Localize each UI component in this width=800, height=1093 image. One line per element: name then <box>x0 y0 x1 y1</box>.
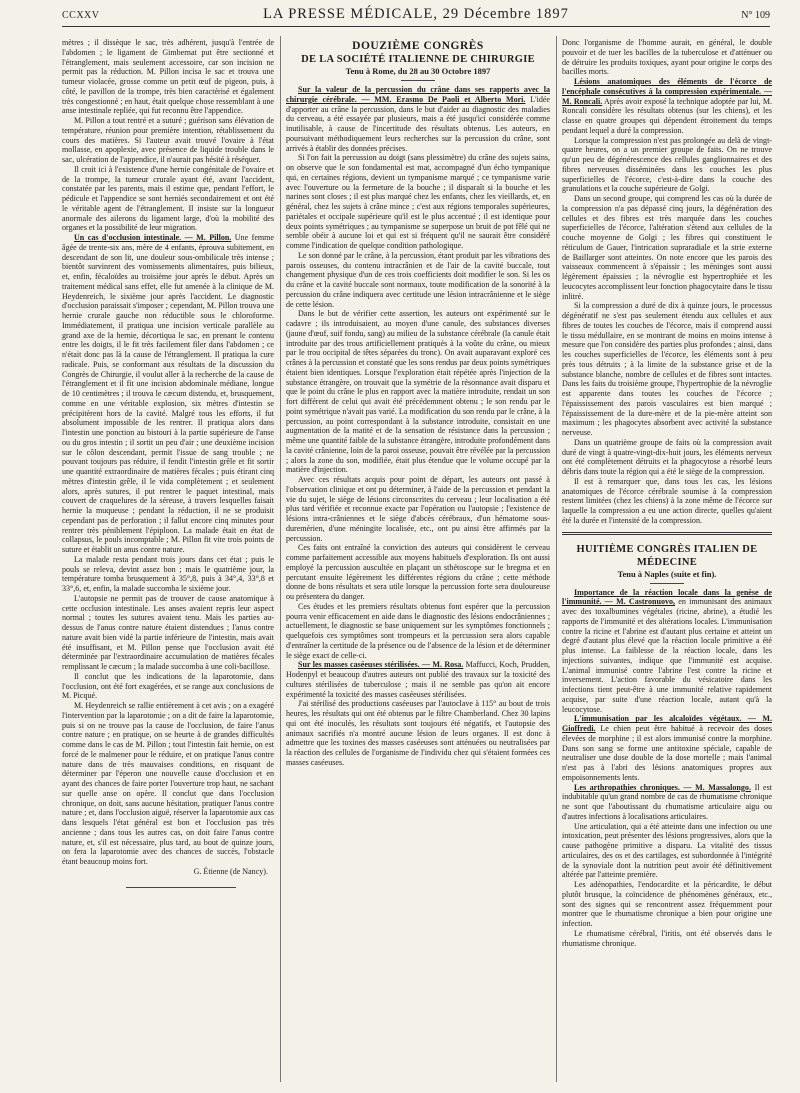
paragraph: Avec ces résultats acquis pour point de départ, les auteurs ont passé à l'observation clinique et ont pu déterminer, à l'aide de la percussion et pendant la vie du sujet, le siège de lésions circonscrites du cerveau ; leur localisation a été plus tard vérifiée et reconnue exacte par l'opération ou l'autopsie ; l'existence de lésions intra-crâniennes et le siège d'abcès cérébraux, d'un hématome sous-duremérien, d'une méningite localisée, etc., ont pu ainsi être affirmés par la percussion. <box>286 475 550 543</box>
paragraph: M. Pillon a tout rentré et a suturé ; guérison sans élévation de température, réunion pour première intention, rétablissement du cours des matières. Si l'auteur avait trouvé l'ovaire à l'état mollasse, en apoplexie, avec présence de liquide trouble dans le sac, ulcération de l'appendice, il n'aurait pas hésité à réséquer. <box>62 116 274 164</box>
section-text: en immunisant des animaux avec des toxalbumines végétales (ricine, abrine), a étudié les rapports de l'immunité et des altérations locales. L'immunisation contre la ricine et l'abrine est d'autant plus certaine et atteint un degré d'autant plus élevé que la réaction locale primitive a été plus intense. La faiblesse de la réaction locale, dans les injections suivantes, indique que l'immunité est acquise. L'animal immunisé contre l'abrine l'est contre la ricine et inversement. L'action favorable du vésicatoire dans les infections tient peut-être à une immunité relative rapidement acquise, par suite d'une réaction locale, autant qu'à la leucocytose. <box>562 597 772 714</box>
section-heading: Un cas d'occlusion intestinale. — M. Pillon. <box>74 233 232 242</box>
column-divider <box>280 36 281 1082</box>
section-percussion <box>286 85 550 153</box>
journal-title: LA PRESSE MÉDICALE, 29 Décembre 1897 <box>263 6 569 22</box>
section-occlusion <box>62 233 274 555</box>
column-divider <box>556 36 557 1082</box>
paragraph: Lorsque la compression n'est pas prolongée au delà de vingt-quatre heures, on a un premier groupe de faits. On ne trouve qu'un peu de dégénérescence des cellules ganglionnaires et des fibres nerveuses disséminées dans les couches les plus superficielles de l'écorce, c'est-à-dire dans la couche des granulations et la couche supérieure de Golgi. <box>562 135 772 194</box>
column-middle <box>286 38 550 768</box>
paragraph: Les adénopathies, l'endocardite et la péricardite, le début plutôt brusque, la coïncidence de phénomènes généraux, etc., sont des signes qui se rencontrent assez fréquemment pour montrer que le rhumatisme chronique a bien pour origine une infection. <box>562 880 772 928</box>
paragraph: Il croit ici à l'existence d'une hernie congénitale de l'ovaire et de la trompe, la tumeur crurale ayant été, avant l'accident, constatée par les parents, mais il estime que, pendant l'effort, le pédicule et l'appendice se sont herniés secondairement et ont été le véritable agent de l'étranglement. Il insiste sur la longueur anormale des ailerons du ligament large, d'où la mobilité des organes et la possibilité de leur migration. <box>62 164 274 233</box>
section-heading: Importance de la réaction locale dans la genèse de l'immunité. — M. Castronuovo, <box>562 587 772 607</box>
paragraph: Si la compression a duré de dix à quinze jours, le processus dégénératif ne s'est pas seulement étendu aux cellules et aux fibres de toutes les couches de l'écorce, mais il comprend aussi le tissu médullaire, en se montrant de moins en moins intense à mesure que l'on considère des parties plus profondes ; ainsi, dans les couches superficielles de l'écorce, les éléments sont à peu près tous détruits ; à la limite de la substance grise et de la substance blanche, nombre de cellules et de fibres sont intactes. Dans les faits du troisième groupe, l'hypertrophie de la névroglie est apparente dans toutes les couches de l'écorce ; l'épaississement des parois vasculaires est bien marqué ; l'épaississement de la dure-mère et de la pie-mère atteint son maximum ; les phagocytes absorbent avec activité la substance nerveuse. <box>562 301 772 437</box>
page-label: CCXXV <box>62 10 100 21</box>
section-text: Maffucci, Koch, Prudden, Hodenpyl et beaucoup d'autres auteurs ont publié des travaux sur la toxicité des cultures stérilisées de tuberculose ; mais il ne semble pas qu'on ait encore expérimenté la toxicité des masses caséeuses stérilisées. <box>286 660 550 699</box>
congress-title: HUITIÈME CONGRÈS ITALIEN DE MÉDECINE <box>576 543 758 568</box>
paragraph: J'ai stérilisé des productions caséeuses par l'autoclave à 115° au bout de trois heures, les résultats qui ont été obtenus par le filtre Chamberland. Chez 30 lapins qui ont été inoculés, les résultats sont toujours été négatifs, et l'autopsie des animaux sacrifiés n'a montré aucune lésion de leurs organes. Il est donc à admettre que les toxines des masses caséeuses sont atténuées ou neutralisées par la réaction des cellules de l'organisme de l'individu chez qui s'étaient formées ces masses caséeuses. <box>286 699 550 767</box>
section-heading: Sur la valeur de la percussion du crâne dans ses rapports avec la chirurgie cérébrale. — MM. Erasmo De Paoli et Alberto Mori. <box>286 85 550 104</box>
section-heading: Les arthropathies chroniques. — M. Massalongo. <box>574 782 751 792</box>
section-arthropathies <box>562 783 772 822</box>
paragraph: Une articulation, qui a été atteinte dans une infection ou une intoxication, peut présenter des lésions progressives, alors que la cause pathogène primitive a disparu. La vitalité des tissus articulaires, des os et des cartilages, est subordonnée à l'intégrité de la synoviale dont la nutrition peut avoir été définitivement altérée par l'atteinte première. <box>562 821 772 880</box>
article-end-rule <box>126 887 236 888</box>
congress-heading <box>286 40 550 81</box>
paragraph: Le rhumatisme cérébral, l'iritis, ont été observés dans le rhumatisme chronique. <box>562 928 772 948</box>
congress-date: Tenu à Naples (suite et fin). <box>617 568 717 579</box>
section-text: Il est indubitable qu'un grand nombre de cas de rhumatisme chronique ne sont que l'aboutissant du rhumatisme articulaire aigu ou d'autres infections à localisations articulaires. <box>562 782 772 821</box>
section-heading: L'immunisation par les alcaloïdes végétaux. — M. Gioffredi. <box>562 714 772 733</box>
column-left <box>62 38 274 888</box>
paragraph: L'autopsie ne permit pas de trouver de cause anatomique à cette occlusion intestinale. Les anses avaient repris leur aspect normal ; toutes les sutures avaient tenu. Mais les parties au-dessus de l'anus contre nature étaient distendues ; l'anus contre nature avait bien vidé la partie inférieure de l'intestin, mais avait été insuffisant, et M. Pillon pense que l'occlusion avait été déterminée par l'extraordinaire accumulation de matières fécales remplissant le cæcum ; la malade succomba à une coli-bacillose. <box>62 593 274 671</box>
paragraph: Donc l'organisme de l'homme aurait, en général, le double pouvoir et de tuer les bacilles de la tuberculose et d'atténuer ou de détruire les produits toxiques, ayant pour origine le corps des bacilles morts. <box>562 38 772 77</box>
author-signature: G. Étienne (de Nancy). <box>193 866 268 876</box>
heading-rule <box>401 80 435 81</box>
section-alkaloids <box>562 714 772 782</box>
paragraph: Il est à remarquer que, dans tous les cas, les lésions anatomiques de l'écorce cérébrale soumise à la compression restent limitées (chez les chiens) à la zone même de l'écorce sur laquelle la compression a eu une action directe, quelles qu'aient été la durée et l'intensité de la compression. <box>562 476 772 525</box>
congress-heading <box>562 543 772 584</box>
column-right <box>562 38 772 948</box>
paragraph: Ces études et les premiers résultats obtenus font espérer que la percussion pourra venir efficacement en aide dans le diagnostic des lésions endocrâniennes ; actuellement, le diagnostic se base uniquement sur les symptômes fonctionnels ; quelquefois ces symptômes sont trompeurs et la percussion sera alors capable d'entraîner la certitude de la présence ou de l'absence de la lésion et de déterminer le siège exact de celle-ci. <box>286 601 550 660</box>
paragraph: Le son donné par le crâne, à la percussion, étant produit par les vibrations des parois osseuses, du contenu intracrânien et de l'air de la cavité buccale, tout changement physique d'un de ces trois coefficients doit modifier le son. Si les os du crâne et la cavité buccale sont normaux, toute modification de la sonorité à la percussion du crâne indiquera avec certitude une lésion intracrânienne et le siège de cette lésion. <box>286 250 550 309</box>
congress-subtitle: DE LA SOCIÉTÉ ITALIENNE DE CHIRURGIE <box>301 54 535 65</box>
section-text: Le chien peut être habitué à recevoir des doses élevées de morphine ; il est alors immunisé contre la morphine. Dans son sang se forme une antitoxine spéciale, capable de neutraliser une dose double de la dose mortelle ; mais l'animal n'est pas à l'abri des lésions anatomiques propres aux empoisonnements lents. <box>562 724 773 782</box>
section-heading: Sur les masses caséeuses stérilisées. — M. Rosa. <box>298 660 464 670</box>
paragraph: Si l'on fait la percussion au doigt (sans plessimètre) du crâne des sujets sains, on observe que le son fondamental est mat, accompagné d'un écho tympanique qui, en certaines régions, devient un tympanisme marqué ; ce tympanisme varie avec l'ouverture ou la fermeture de la bouche ; il disparaît si la bouche et les narines sont closes ; il est plus marqué chez les enfants, chez les vieillards, et, en général, chez les sujets à crâne mince ; c'est aux régions temporales supérieures, pariétales et occipale supérieure qu'il est le plus accentué ; il est identique pour deux points symétriques ; au tympanisme se superpose un bruit de pot fêlé qui ne semble obéir à aucune loi et qui est si fréquent qu'il ne saurait être considéré comme l'indication de quelque condition pathologique. <box>286 153 550 250</box>
section-text: Une femme âgée de trente-six ans, mère de 4 enfants, éprouva subitement, en descendant de son lit, une douleur sous-ombilicale très intense ; bientôt survinrent des vomissements alimentaires, puis bilieux, et, enfin, fécaloïdes au troisième jour après le début. Après un traitement médical sans effet, elle fut amenée à la clinique de M. Heydenreich, le sixième jour après l'accident. Le diagnostic d'occlusion paraissait s'imposer ; cependant, M. Pillon trouva une hernie crurale gauche non réductible sous le chloroforme. Immédiatement, il pratiqua une incision verticale parallèle au grand axe de la hernie, décortiqua le sac, en prenant le contenu entre les doigts, il le fit très facilement filer dans l'abdomen ; ce n'était donc pas là la cause de l'étranglement. Il pratiqua la cure radicale. Puis, se conformant aux résultats de la discussion du Congrès de Chirurgie, il voulut aller à la recherche de la cause de l'étranglement et il fit une incision abdominale médiane, longue de 10 centimètres ; il trouva le cæcum distendu, et, brusquement, comme en une véritable explosion, six mètres d'intestin se précipitèrent hors de la cavité. Malgré tous les efforts, il fut absolument impossible de les rentrer. Il pratiqua alors dans l'intestin une ponction au bistouri à la partie supérieure de l'anse ou du gros intestin ; il sortit un peu d'air ; une deuxième incision sur le côlon descendant, permit l'issue de sang trouble ; ne pouvant toujours pas réduire, il fendit l'intestin grêle et fit sortir une quantité extraordinaire de matières fécales ; puis étirant cinq mètres d'intestin grêle, il le vida complètement ; et seulement alors, après sutures, il put rentrer le paquet intestinal, mais couvert de craquelures de la séreuse, à travers lesquelles faisait hernie la muqueuse ; pendant la réduction, il ne se produisit cependant pas de perforation ; il fallut encore cinq minutes pour rentrer très péniblement l'épiploon. La malade était en état de collapsus, le pouls incomptable ; M. Pillon fit vite trois points de suture et établit un anus contre nature. <box>62 233 275 554</box>
section-text: L'idée d'apporter au crâne la percussion, dans le but d'aider au diagnostic des maladies du cerveau, a été essayée par plusieurs, mais a été jusqu'ici considérée comme inutilisable, à cause de l'incertitude des résultats obtenus. Les auteurs, en poursuivant méthodiquement leurs recherches sur la percussion du crâne, sont arrivés à établir des données précises. <box>286 94 550 153</box>
paragraph: Dans un quatrième groupe de faits où la compression avait duré de vingt à quatre-vingt-dix-huit jours, les éléments nerveux ont été complètement détruits et la phagocytose a résorbé leurs débris dans toute la région qui a été le siège de la compression. <box>562 437 772 476</box>
paragraph: Dans le but de vérifier cette assertion, les auteurs ont expérimenté sur le cadavre ; ils introduisaient, au moyen d'une canule, des substances diverses (jaune d'œuf, suif fondu, sang) au milieu de la substance cérébrale (la canule était introduite par des trous artificiellement pratiqués à la voûte du crâne, ou mieux par le trou occipital de têtes séparées du tronc). On avait auparavant exploré ces crânes à la percussion et constaté que les sons rendus par deux points symétriques étaient bien identiques. Lorsque l'exploration était répétée après l'injection de la substance étrangère, on trouvait que la symétrie de la résonnance avait disparu et que le point du crâne le plus en rapport avec la matière introduite, rendait un son fort différent de celui qui avait été précédemment obtenu ; le son rendu par le point symétrique n'avait pas varié. La modification du son rendu par le crâne, à la percussion, au point correspondant à la substance introduite, consistait en une augmentation de la matité et de la sensation de résistance dans la percussion ; même une quantité faible de la substance étrangère, introduite profondément dans la cavité crânienne, loin de la paroi osseuse, pouvait être révélée par la percussion ; alors la zone du son, modifiée, était plus étendue que le volume occupé par la matière d'injection. <box>286 309 550 475</box>
issue-number: N° 109 <box>741 10 770 21</box>
paragraph: Dans un second groupe, qui comprend les cas où la durée de la compression n'a pas dépassé cinq jours, la dégénération des cellules et des fibres est très marquée dans les couches superficielles de l'écorce, l'altération s'étend aux cellules de la couche moyenne de Golgi ; les fibres qui constituent le réticulum de Gauer, l'intrication supraradiale et la strie externe de Baillarger sont atteintes. On note encore que les parois des vaisseaux commencent à s'épaissir ; les méninges sont aussi légèrement épaissies ; la névroglie est hypertrophiée et les leucocytes accomplissent leur fonction phagocytaire dans le tissu inlitré. <box>562 194 772 301</box>
header-rule <box>62 26 770 27</box>
paragraph: Il conclut que les indications de la laparotomie, dans l'occlusion, ont été fort exagérées, et se range aux conclusions de M. Picqué. <box>62 671 274 701</box>
paragraph: Ces faits ont entraîné la conviction des auteurs qui considèrent le cerveau comme parfaitement accessible aux moyens habituels d'exploration. Ils ont aussi employé la percussion auscultée en plaçant un sthétoscope sur le bregma et en percutant ensuite légèrement les différentes régions du crâne ; cette méthode donne de bons résultats et sera utile lorsque la percussion forte sera douloureuse ou présentera du danger. <box>286 543 550 601</box>
section-heading: Lésions anatomiques des éléments de l'écorce de l'encéphale consécutives à la compression expérimentale. — M. Roncali. <box>562 77 772 106</box>
paragraph: mètres ; il dissèque le sac, très adhérent, jusqu'à l'entrée de l'abdomen ; le ligament de Gimbernat put être sectionné et l'étranglement, mais seulement accessoire, car son incision ne permit pas la réduction. M. Pillon incisa le sac et trouva une tumeur violacée, grosse comme un petit œuf de pigeon, puis, à côté, le pavillon de la trompe, très bien caractérisé et également très congestionné ; en haut, était quelque chose ressemblant à une anse intestinale repliée, qui fut reconnu être l'appendice. <box>62 38 274 116</box>
heading-rule <box>650 583 684 584</box>
paragraph: La malade resta pendant trois jours dans cet état ; puis le pouls se releva, devint assez bon ; mais le quatrième jour, la température tomba brusquement à 35°,8, puis à 34°,4, 33°,8 et 33°,6, et, enfin, la malade succomba le sixième jour. <box>62 554 274 593</box>
section-immunity <box>562 588 772 715</box>
section-masses <box>286 660 550 699</box>
section-divider <box>562 532 772 535</box>
paragraph: M. Heydenreich se rallie entièrement à cet avis ; on a exagéré l'intervention par la laparotomie ; on a dit de faire la laparotomie, puis si on ne trouve pas la cause de l'occlusion, de faire l'anus contre nature ; en pratique, on se heurte à de grandes difficultés comme dans le cas de M. Pillon ; tout l'intestin fait hernie, on est forcé de le malmener pour le réduire, et on pratique l'anus contre nature dans de très mauvaises conditions, en risquant de déterminer par l'éperon une nouvelle cause d'occlusion et en ayant des chances de faire porter l'ouverture trop haut, ne sachant sur quelle anse on opère. Il conclut que dans l'occlusion chronique, on doit, sans aucune hésitation, pratiquer l'anus contre nature ; et, dans l'occlusion aiguë, réserver la laparotomie aux cas dans lesquels l'état général est bon et l'occlusion pas très ancienne ; dans tous les autres cas, on doit faire l'anus contre nature, et, s'il est nécessaire, plus tard, au bout de quinze jours, on fera la laparotomie avec des chances de succès, l'obstacle étant beaucoup moins fort. <box>62 701 274 866</box>
congress-title: DOUZIÈME CONGRÈS <box>352 40 484 52</box>
section-lesions <box>562 77 772 136</box>
page-header <box>62 6 770 26</box>
congress-date: Tenu à Rome, du 28 au 30 Octobre 1897 <box>345 66 491 76</box>
section-text: Après avoir exposé la technique adoptée par lui, M. Roncali considère les résultats obtenus (sur les chiens), et les classe en quatre groupes qui dépendent étroitement du temps pendant lequel a duré la compression. <box>562 96 773 135</box>
